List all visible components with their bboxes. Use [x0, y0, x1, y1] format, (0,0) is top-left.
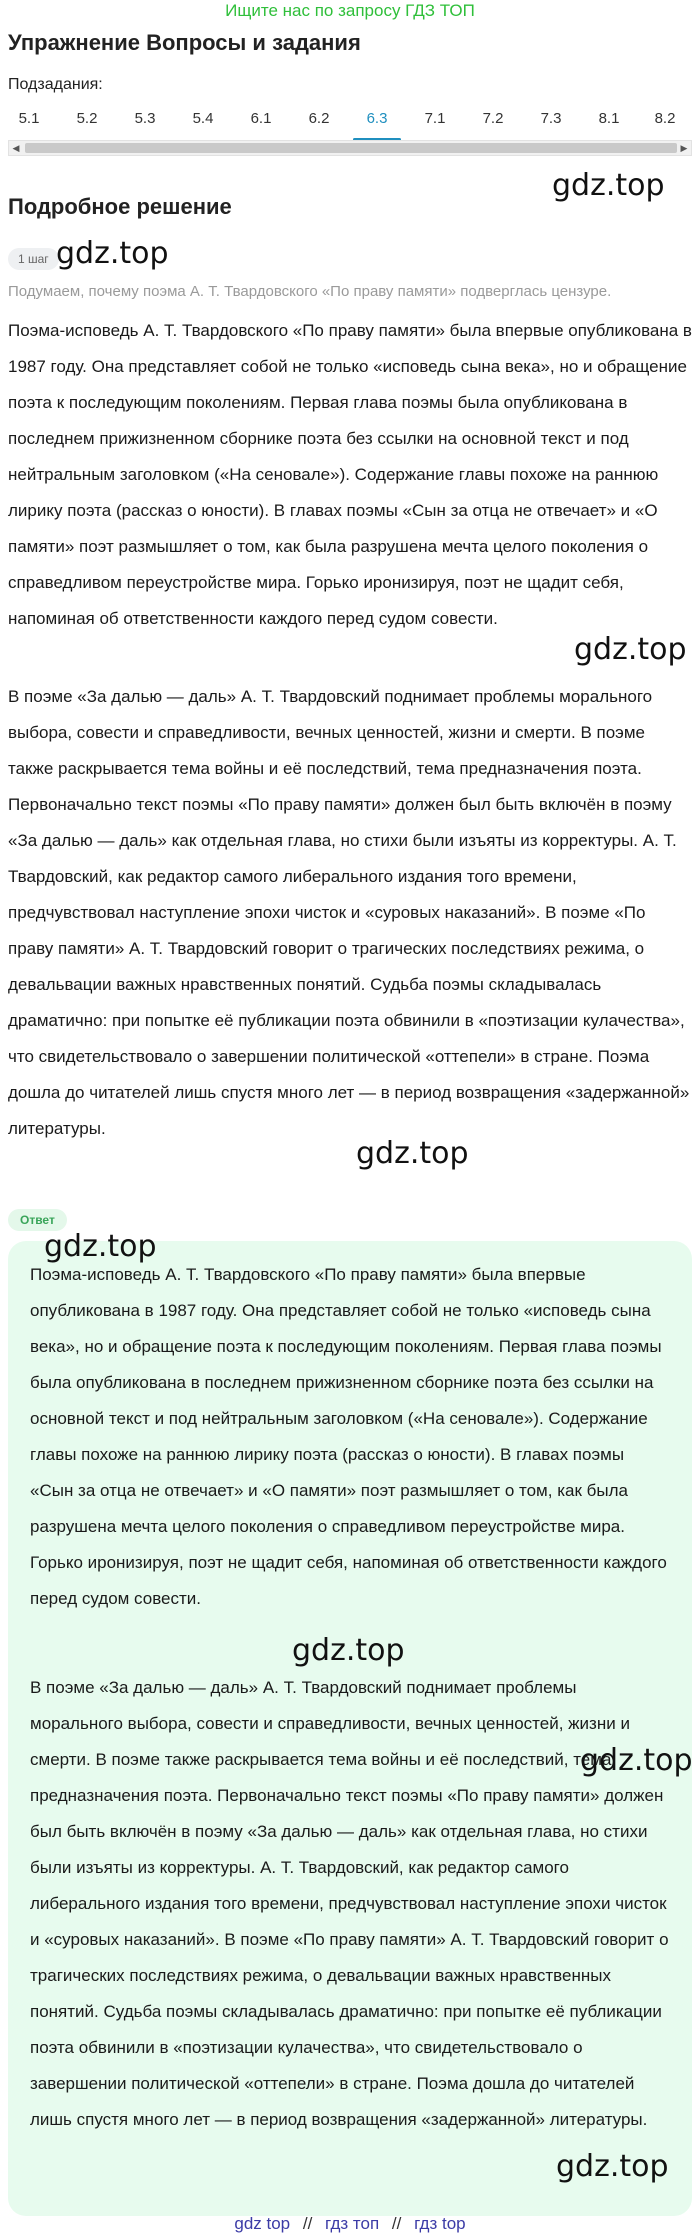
tab-5-3[interactable]: 5.3 [134, 110, 156, 127]
solution-paragraph: В поэме «За далью — даль» А. Т. Твардовский поднимает проблемы морального выбора, совести и справедливости, вечных ценностей, жизни и смерти. В поэме также раскрывается тема войны и её последствий, тема предназначения поэта. Первоначально текст поэмы «По праву памяти» должен был быть включён в поэму «За далью — даль» как отдельная глава, но стихи были изъяты из корректуры. А. Т. Твардовский, как редактор самого либерального издания того времени, предчувствовал наступление эпохи чисток и «суровых наказаний». В поэме «По праву памяти» А. Т. Твардовский говорит о трагических последствиях режима, о девальвации важных нравственных понятий. Судьба поэмы складывалась драматично: при попытке её публикации поэта обвинили в «поэтизации кулачества», что свидетельствовало о завершении политической «оттепели» в стране. Поэма дошла до читателей лишь спустя много лет — в период возвращения «задержанной» литературы. [8, 687, 690, 1138]
tab-7-3[interactable]: 7.3 [540, 110, 562, 127]
watermark: gdz.top [292, 1633, 405, 1668]
tab-6-3[interactable]: 6.3 [349, 108, 405, 130]
footer-separator: // [391, 2214, 402, 2233]
scrollbar-thumb[interactable] [25, 143, 677, 153]
section-title: Подробное решение [8, 194, 232, 219]
watermark: gdz.top [556, 2149, 669, 2184]
scroll-left-icon[interactable]: ◀ [12, 143, 20, 153]
tab-7-1[interactable]: 7.1 [424, 110, 446, 127]
watermark: gdz.top [552, 168, 665, 203]
watermark: gdz.top [44, 1229, 157, 1264]
page-title: Упражнение Вопросы и задания [8, 30, 361, 55]
step-badge: 1 шаг [8, 248, 59, 270]
subtasks-label: Подзадания: [8, 76, 103, 93]
tab-6-1[interactable]: 6.1 [250, 110, 272, 127]
tab-6-2[interactable]: 6.2 [308, 110, 330, 127]
answer-paragraph: В поэме «За далью — даль» А. Т. Твардовский поднимает проблемы морального выбора, совести и справедливости, вечных ценностей, жизни и смерти. В поэме также раскрывается тема войны и её последствий, тема предназначения поэта. Первоначально текст поэмы «По праву памяти» должен был быть включён в поэму «За далью — даль» как отдельная глава, но стихи были изъяты из корректуры. А. Т. Твардовский, как редактор самого либерального издания того времени, предчувствовал наступление эпохи чисток и «суровых наказаний». В поэме «По праву памяти» А. Т. Твардовский говорит о трагических последствиях режима, о девальвации важных нравственных понятий. Судьба поэмы складывалась драматично: при попытке её публикации поэта обвинили в «поэтизации кулачества», что свидетельствовало о завершении политической «оттепели» в стране. Поэма дошла до читателей лишь спустя много лет — в период возвращения «задержанной» литературы. [30, 1678, 669, 2129]
promo-banner[interactable]: Ищите нас по запросу ГДЗ ТОП [225, 1, 475, 20]
tab-5-4[interactable]: 5.4 [192, 110, 214, 127]
solution-paragraph: Поэма-исповедь А. Т. Твардовского «По праву памяти» была впервые опубликована в 1987 году. Она представляет собой не только «исповедь сына века», но и обращение поэта к последующим поколениям. Первая глава поэмы была опубликована в последнем прижизненном сборнике поэта без ссылки на основной текст и под нейтральным заголовком («На сеновале»). Содержание главы похоже на раннюю лирику поэта (рассказ о юности). В главах поэмы «Сын за отца не отвечает» и «О памяти» поэт размышляет о том, как была разрушена мечта целого поколения о справедливом переустройстве мира. Горько иронизируя, поэт не щадит себя, напоминая об ответственности каждого перед судом совести. [8, 321, 692, 628]
watermark: gdz.top [56, 236, 169, 271]
answer-badge: Ответ [8, 1209, 67, 1231]
tab-5-2[interactable]: 5.2 [76, 110, 98, 127]
tabs-scrollbar[interactable] [8, 140, 692, 156]
footer-link-gdz-top-mixed[interactable]: гдз top [414, 2214, 466, 2233]
tab-7-2[interactable]: 7.2 [482, 110, 504, 127]
scroll-right-icon[interactable]: ▶ [680, 143, 688, 153]
footer-link-gdz-top[interactable]: gdz top [234, 2214, 291, 2233]
tab-5-1[interactable]: 5.1 [18, 110, 40, 127]
tab-8-1[interactable]: 8.1 [598, 110, 620, 127]
tab-8-2[interactable]: 8.2 [654, 110, 676, 127]
subtask-tabs [0, 108, 700, 140]
answer-paragraph: Поэма-исповедь А. Т. Твардовского «По праву памяти» была впервые опубликована в 1987 году. Она представляет собой не только «исповедь сына века», но и обращение поэта к последующим поколениям. Первая глава поэмы была опубликована в последнем прижизненном сборнике поэта без ссылки на основной текст и под нейтральным заголовком («На сеновале»). Содержание главы похоже на раннюю лирику поэта (рассказ о юности). В главах поэмы «Сын за отца не отвечает» и «О памяти» поэт размышляет о том, как была разрушена мечта целого поколения о справедливом переустройстве мира. Горько иронизируя, поэт не щадит себя, напоминая об ответственности каждого перед судом совести. [30, 1265, 667, 1608]
footer-separator: // [302, 2214, 313, 2233]
step-hint: Подумаем, почему поэма А. Т. Твардовского «По праву памяти» подверглась цензуре. [8, 283, 612, 300]
footer-link-gdz-top-ru[interactable]: гдз топ [325, 2214, 380, 2233]
watermark: gdz.top [580, 1743, 693, 1778]
watermark: gdz.top [356, 1136, 469, 1171]
watermark: gdz.top [574, 632, 687, 667]
footer-links [0, 2212, 700, 2236]
